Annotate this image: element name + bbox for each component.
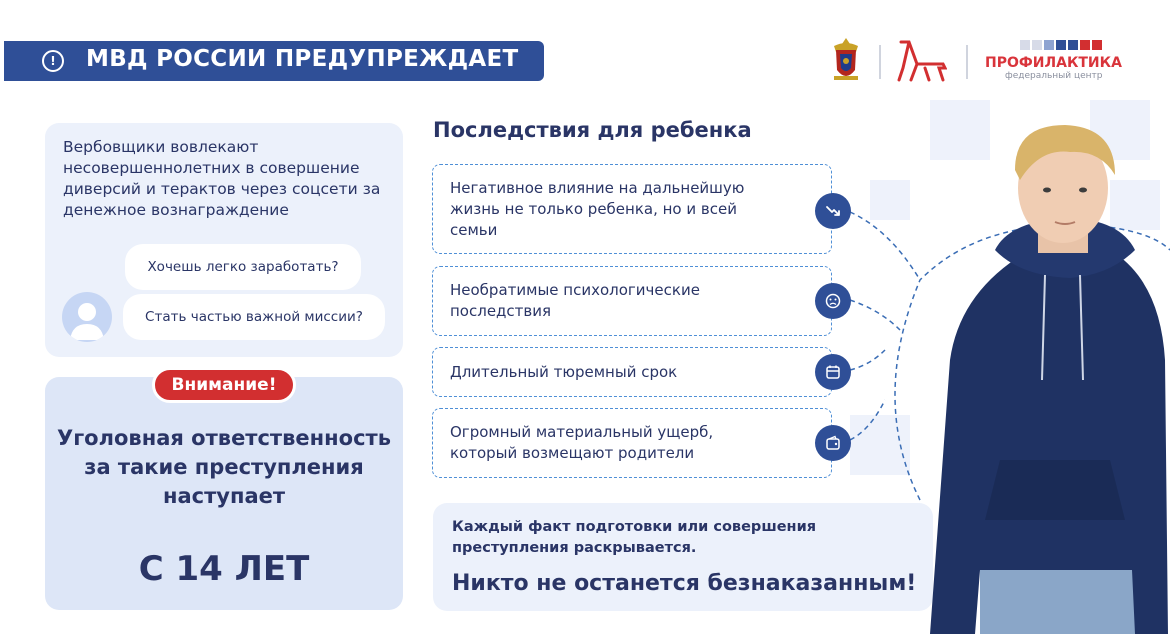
chat-bubble: Стать частью важной миссии? (123, 294, 385, 340)
notice-slogan: Никто не останется безнаказанным! (452, 571, 917, 596)
consequence-text: Длительный тюремный срок (450, 362, 678, 381)
sad-face-icon (815, 283, 851, 319)
wallet-icon (815, 425, 851, 461)
mvd-emblem-icon (828, 36, 864, 86)
warning-age: С 14 ЛЕТ (138, 549, 310, 589)
notice-text: Каждый факт подготовки или совершения преступления раскрывается. (452, 519, 817, 556)
consequence-item (432, 164, 832, 254)
chat-bubble: Хочешь легко заработать? (125, 244, 361, 290)
calendar-icon (815, 354, 851, 390)
brand-title: ПРОФИЛАКТИКА (985, 55, 1122, 71)
brand-blocks-icon (1020, 40, 1120, 50)
exclamation-circle-icon: ! (42, 50, 64, 72)
page-title: МВД РОССИИ ПРЕДУПРЕЖДАЕТ (86, 46, 519, 72)
consequence-item (432, 266, 832, 336)
consequence-text: Огромный материальный ущерб, который возмещают родители (450, 423, 714, 462)
brand-subtitle: федеральный центр (1005, 71, 1103, 81)
consequence-item (432, 347, 832, 397)
logo-separator (879, 45, 881, 79)
attention-badge: Внимание! (152, 367, 296, 403)
consequence-text: Негативное влияние на дальнейшую жизнь не только ребенка, но и всей семьи (450, 178, 745, 239)
trend-down-icon (815, 193, 851, 229)
teenager-illustration (920, 100, 1170, 634)
consequence-text: Необратимые психологические последствия (450, 281, 700, 320)
logo-separator (966, 45, 968, 79)
consequences-title: Последствия для ребенка (433, 118, 752, 142)
recruitment-intro-text: Вербовщики вовлекают несовершеннолетних в совершение диверсий и терактов через соцсети за денежное вознаграждение (63, 138, 381, 219)
warning-text: Уголовная ответственность за такие преступления наступает (57, 426, 391, 508)
chair-logo-icon (895, 40, 947, 82)
person-avatar-icon (62, 292, 112, 342)
consequence-item (432, 408, 832, 478)
